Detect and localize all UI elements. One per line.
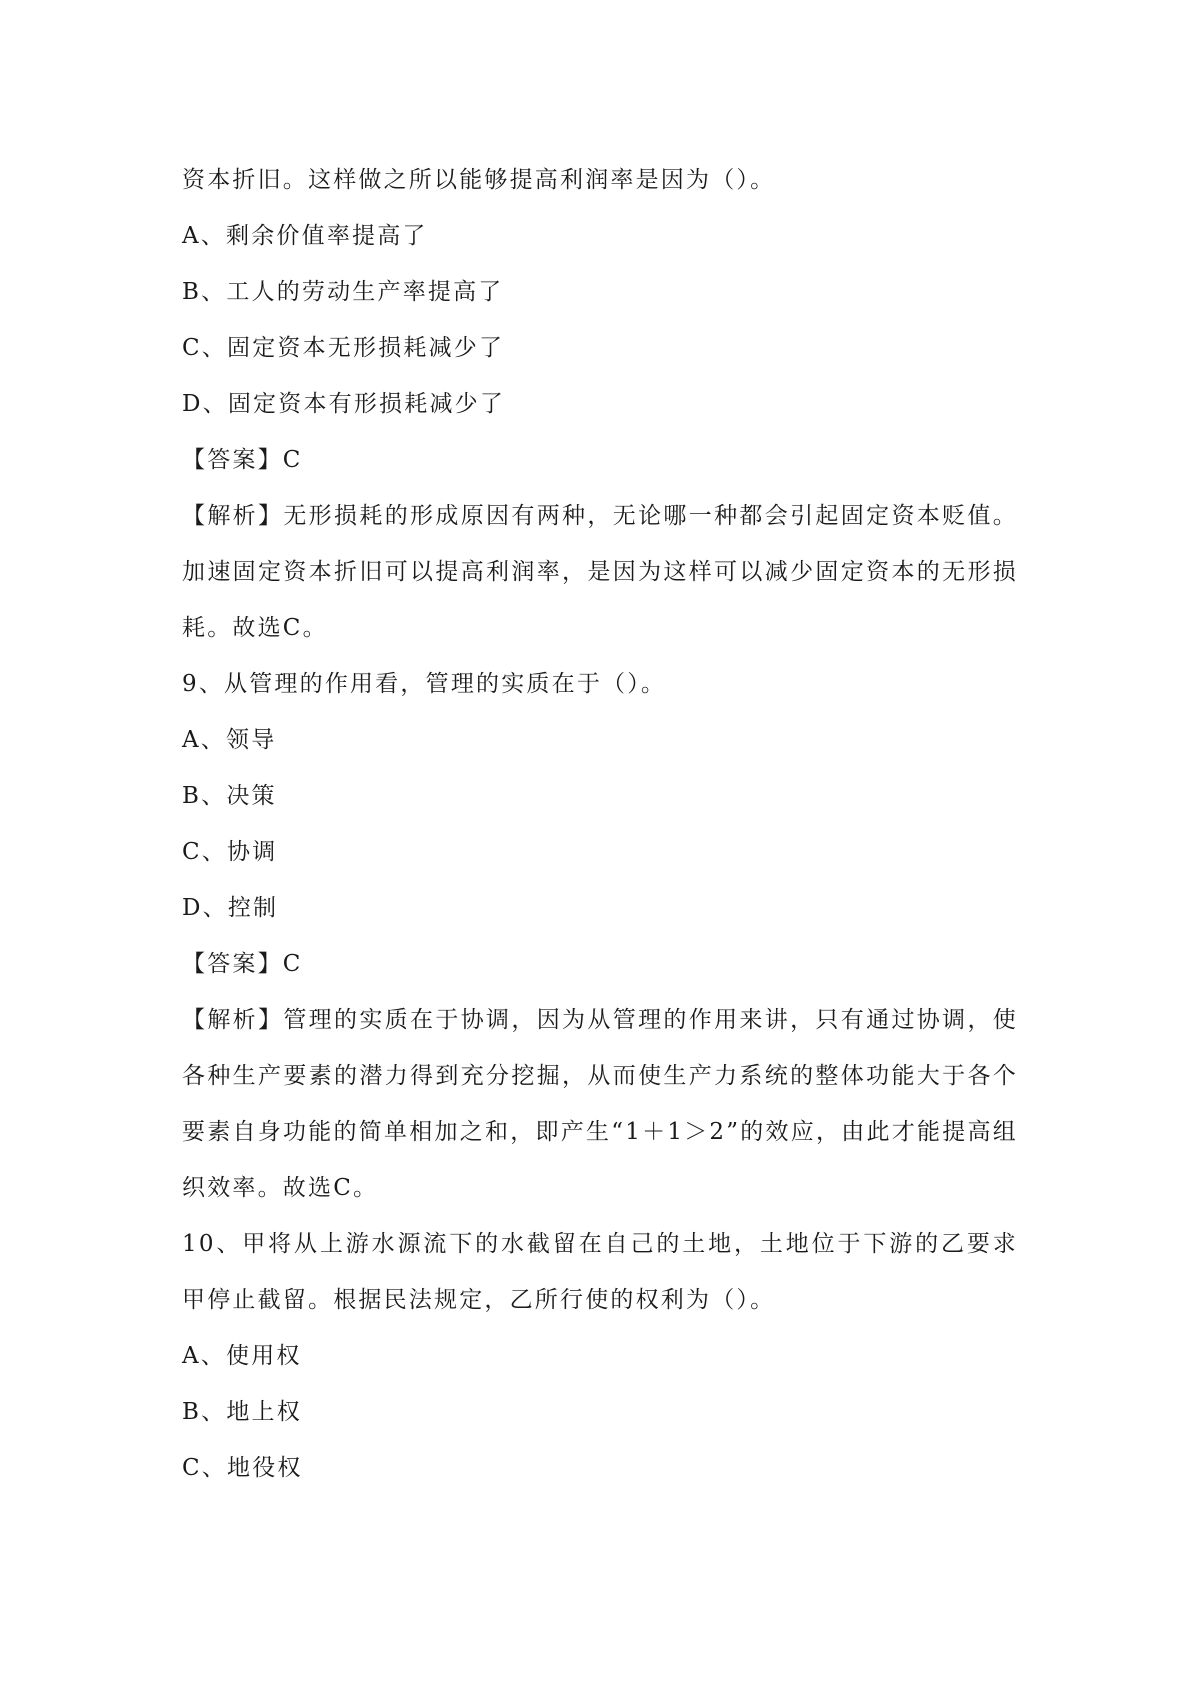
- option-letter: B、: [182, 279, 227, 305]
- option-letter: A、: [182, 1343, 227, 1369]
- analysis: 【解析】管理的实质在于协调，因为从管理的作用来讲，只有通过协调，使各种生产要素的潜力得到充分挖掘，从而使生产力系统的整体功能大于各个要素自身功能的简单相加之和，即产生“1＋1＞2”的效应，由此才能提高组织效率。故选C。: [182, 1007, 1018, 1201]
- option-d: [182, 880, 1018, 936]
- option-a: [182, 1328, 1018, 1384]
- option-letter: C、: [182, 1455, 227, 1481]
- option-text: 领导: [226, 727, 277, 753]
- option-letter: A、: [182, 223, 227, 249]
- option-text: 使用权: [226, 1343, 302, 1369]
- question-10: [182, 1216, 1018, 1496]
- option-text: 固定资本无形损耗减少了: [227, 335, 505, 361]
- option-b: [182, 768, 1018, 824]
- option-letter: C、: [182, 839, 227, 865]
- option-text: 剩余价值率提高了: [226, 223, 428, 249]
- option-text: 工人的劳动生产率提高了: [226, 279, 504, 305]
- exam-content: [182, 152, 1018, 1496]
- option-letter: B、: [182, 1399, 227, 1425]
- option-text: 控制: [227, 895, 279, 921]
- question-stem: 资本折旧。这样做之所以能够提高利润率是因为（）。: [182, 167, 776, 193]
- answer: 【答案】C: [182, 951, 303, 977]
- question-8: [182, 152, 1018, 656]
- option-letter: B、: [182, 783, 227, 809]
- option-letter: D、: [182, 391, 228, 417]
- option-text: 地上权: [226, 1399, 302, 1425]
- option-letter: C、: [182, 335, 227, 361]
- question-9: [182, 656, 1018, 1216]
- option-c: [182, 824, 1018, 880]
- answer: 【答案】C: [182, 447, 303, 473]
- option-b: [182, 1384, 1018, 1440]
- option-c: [182, 1440, 1018, 1496]
- option-letter: D、: [182, 895, 228, 921]
- question-stem: 9、从管理的作用看，管理的实质在于（）。: [182, 671, 667, 697]
- analysis: 【解析】无形损耗的形成原因有两种，无论哪一种都会引起固定资本贬值。加速固定资本折旧可以提高利润率，是因为这样可以减少固定资本的无形损耗。故选C。: [182, 503, 1018, 641]
- option-b: [182, 264, 1018, 320]
- question-stem: 10、甲将从上游水源流下的水截留在自己的土地，土地位于下游的乙要求甲停止截留。根据民法规定，乙所行使的权利为（）。: [182, 1231, 1018, 1313]
- option-a: [182, 712, 1018, 768]
- option-text: 协调: [227, 839, 278, 865]
- option-d: [182, 376, 1018, 432]
- option-text: 固定资本有形损耗减少了: [227, 391, 506, 417]
- option-letter: A、: [182, 727, 227, 753]
- option-c: [182, 320, 1018, 376]
- option-a: [182, 208, 1018, 264]
- option-text: 决策: [226, 783, 277, 809]
- option-text: 地役权: [227, 1455, 303, 1481]
